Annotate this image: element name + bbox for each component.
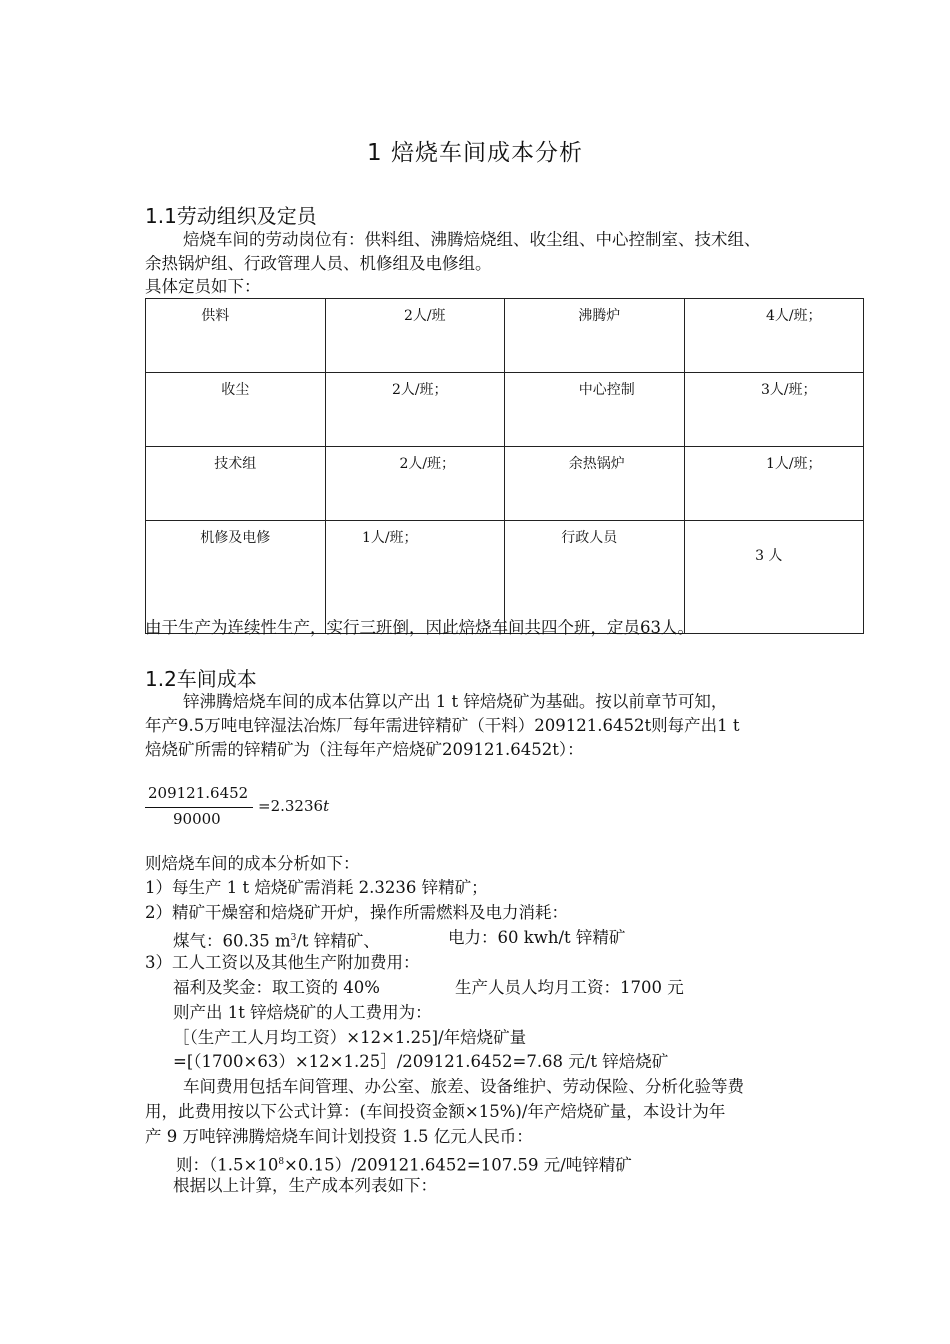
paragraph-line: 焙烧矿所需的锌精矿为（注每年产焙烧矿209121.6452t）： — [145, 740, 584, 759]
formula-line: ［（生产工人月均工资）×12×1.25]/年焙烧矿量 — [173, 1028, 527, 1047]
table-cell: 3 人 — [684, 521, 864, 634]
paragraph-line: 余热锅炉组、行政管理人员、机修组及电修组。 — [145, 254, 492, 273]
gas-consumption: 煤气：60.35 $m^3/t$ 锌精矿、 — [173, 931, 380, 951]
paragraph-line: 根据以上计算，生产成本列表如下： — [173, 1176, 437, 1195]
paragraph-line: 则产出 1t 锌焙烧矿的人工费用为： — [173, 1003, 432, 1022]
table-cell: 1人/班； — [325, 521, 505, 634]
fraction-denominator: 90000 — [173, 810, 221, 828]
table-cell: 1人/班； — [684, 447, 864, 521]
table-cell: 行政人员 — [505, 521, 685, 634]
power-consumption: 电力：60 kwh/t 锌精矿 — [448, 928, 626, 947]
formula-line: =[（1700×63）×12×1.25］/209121.6452=7.68 元/t 锌焙烧矿 — [173, 1052, 669, 1071]
list-item: 2）精矿干燥窑和焙烧矿开炉，操作所需燃料及电力消耗： — [145, 903, 568, 922]
table-cell: 供料 — [146, 299, 326, 373]
table-cell: 技术组 — [146, 447, 326, 521]
table-cell: 余热锅炉 — [505, 447, 685, 521]
table-cell: 沸腾炉 — [505, 299, 685, 373]
table-cell: 3人/班； — [684, 373, 864, 447]
table-row — [146, 447, 864, 521]
formula-line: 则：$(1.5\times 10^8\times 0.15)/209121.6452=107.59$ 元/吨锌精矿 — [176, 1155, 632, 1175]
list-item: 1）每生产 1 t 焙烧矿需消耗 2.3236 锌精矿； — [145, 878, 488, 897]
fraction-bar — [145, 807, 253, 808]
paragraph-line: 产 9 万吨锌沸腾焙烧车间计划投资 1.5 亿元人民币： — [145, 1127, 533, 1146]
paragraph-line: 锌沸腾焙烧车间的成本估算以产出 1 t 锌焙烧矿为基础。按以前章节可知， — [183, 692, 728, 711]
table-cell: 收尘 — [146, 373, 326, 447]
table-cell: 中心控制 — [505, 373, 685, 447]
table-intro: 具体定员如下： — [145, 277, 261, 296]
section-heading-1-1: 1.1劳动组织及定员 — [145, 204, 317, 228]
paragraph-line: 焙烧车间的劳动岗位有：供料组、沸腾焙烧组、收尘组、中心控制室、技术组、 — [183, 230, 761, 249]
section-heading-1-2: 1.2车间成本 — [145, 667, 257, 691]
monthly-wage: 生产人员人均月工资：1700 元 — [455, 978, 684, 997]
table-cell: 机修及电修 — [146, 521, 326, 634]
list-item: 3）工人工资以及其他生产附加费用： — [145, 953, 420, 972]
table-row — [146, 299, 864, 373]
table-cell: 4人/班； — [684, 299, 864, 373]
table-cell: 2人/班 — [325, 299, 505, 373]
paragraph-line: 用，此费用按以下公式计算：(车间投资金额×15%)/年产焙烧矿量，本设计为年 — [145, 1102, 726, 1121]
paragraph-line: 年产9.5万吨电锌湿法冶炼厂每年需进锌精矿（干料）209121.6452t则每产出1 t — [145, 716, 740, 735]
table-row — [146, 373, 864, 447]
welfare-line: 福利及奖金：取工资的 40% — [173, 978, 380, 997]
paragraph-line: 车间费用包括车间管理、办公室、旅差、设备维护、劳动保险、分析化验等费 — [183, 1077, 744, 1096]
fraction-result: =2.3236t — [258, 797, 330, 815]
table-cell: 2人/班； — [325, 373, 505, 447]
staffing-summary: 由于生产为连续性生产，实行三班倒，因此焙烧车间共四个班，定员63人。 — [145, 618, 694, 637]
staffing-table — [145, 298, 864, 634]
page-title: 1 焙烧车间成本分析 — [367, 140, 583, 166]
paragraph-line: 则焙烧车间的成本分析如下： — [145, 854, 360, 873]
table-cell: 2人/班； — [325, 447, 505, 521]
fraction-numerator: 209121.6452 — [148, 784, 249, 802]
